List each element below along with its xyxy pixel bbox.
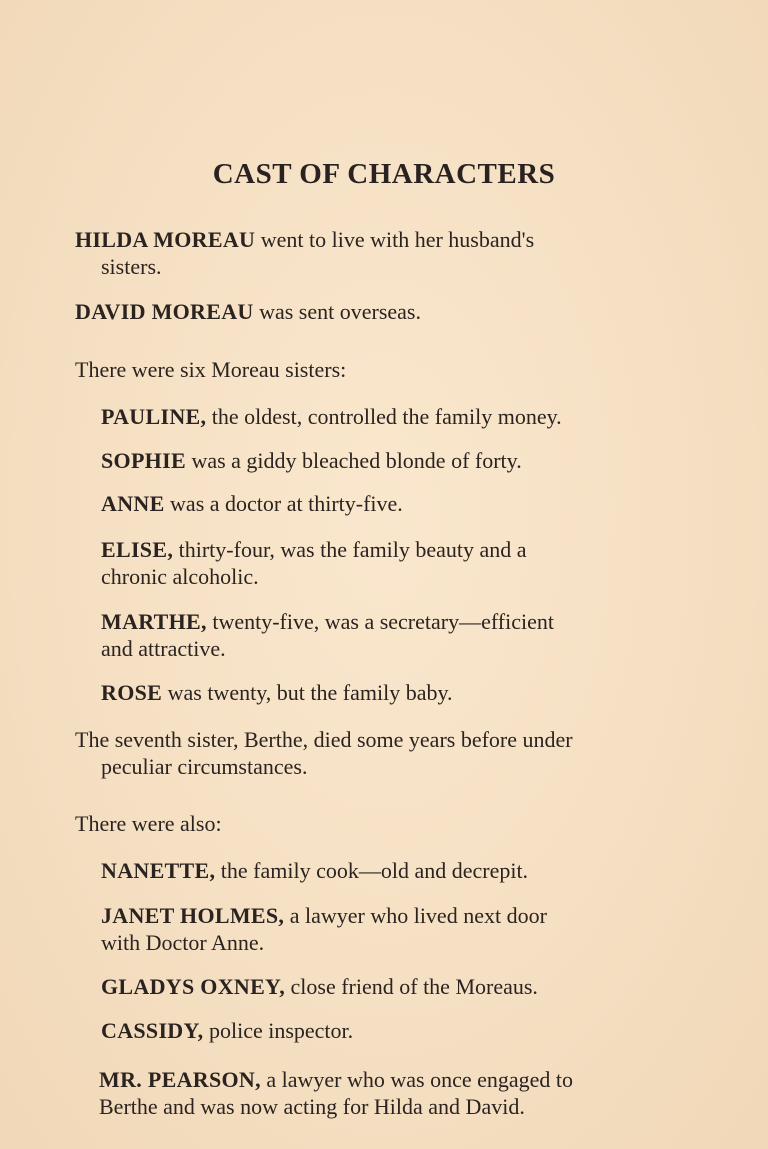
seventh-sister-line-continued: peculiar circumstances. (101, 754, 308, 779)
character-description: was a doctor at thirty-five. (164, 491, 403, 516)
character-name: JANET HOLMES, (101, 903, 285, 928)
character-name: SOPHIE (101, 448, 186, 473)
character-name: NANETTE, (101, 858, 216, 883)
character-description: was sent overseas. (253, 299, 421, 324)
character-description-continued: Berthe and was now acting for Hilda and David. (99, 1094, 525, 1119)
character-description: was twenty, but the family baby. (162, 680, 453, 705)
character-entry-pauline (101, 403, 692, 430)
character-description: police inspector. (203, 1018, 354, 1043)
character-description: a lawyer who was once engaged to (260, 1067, 574, 1092)
character-entry-nanette (101, 857, 692, 884)
character-name: GLADYS OXNEY, (101, 974, 286, 999)
character-name: CASSIDY, (101, 1018, 204, 1043)
character-name: ANNE (101, 491, 165, 516)
character-description: thirty-four, was the family beauty and a (173, 537, 527, 562)
character-entry-elise (101, 536, 692, 590)
character-description: close friend of the Moreaus. (285, 974, 538, 999)
character-entry-gladys-oxney (101, 973, 692, 1000)
seventh-sister-note (75, 726, 693, 780)
character-description: a lawyer who lived next door (284, 903, 547, 928)
character-name: MARTHE, (101, 609, 207, 634)
character-entry-marthe (101, 608, 692, 662)
character-entry-janet-holmes (101, 902, 692, 956)
character-entry-hilda (75, 226, 693, 280)
character-entry-mr-pearson (99, 1066, 689, 1120)
character-description: went to live with her husband's (255, 227, 535, 252)
others-intro: There were also: (75, 811, 222, 836)
character-description-continued: chronic alcoholic. (101, 564, 259, 589)
character-name: PAULINE, (101, 404, 207, 429)
character-description-continued: with Doctor Anne. (101, 930, 265, 955)
character-name: DAVID MOREAU (75, 299, 254, 324)
character-name: HILDA MOREAU (75, 227, 256, 252)
character-entry-anne (101, 490, 692, 517)
page-title: CAST OF CHARACTERS (212, 158, 556, 190)
character-name: ELISE, (101, 537, 174, 562)
character-description: the family cook—old and decrepit. (215, 858, 529, 883)
character-description: the oldest, controlled the family money. (206, 404, 562, 429)
character-name: MR. PEARSON, (99, 1067, 261, 1092)
character-description-continued: and attractive. (101, 636, 226, 661)
character-description-continued: sisters. (101, 254, 162, 279)
character-description: was a giddy bleached blonde of forty. (185, 448, 522, 473)
seventh-sister-line: The seventh sister, Berthe, died some years before under (75, 727, 573, 752)
sisters-intro: There were six Moreau sisters: (75, 357, 347, 382)
character-entry-cassidy (101, 1017, 692, 1044)
character-entry-david (75, 298, 693, 325)
character-name: ROSE (101, 680, 163, 705)
character-entry-rose (101, 679, 692, 706)
character-entry-sophie (101, 447, 692, 474)
character-description: twenty-five, was a secretary—efficient (206, 609, 554, 634)
